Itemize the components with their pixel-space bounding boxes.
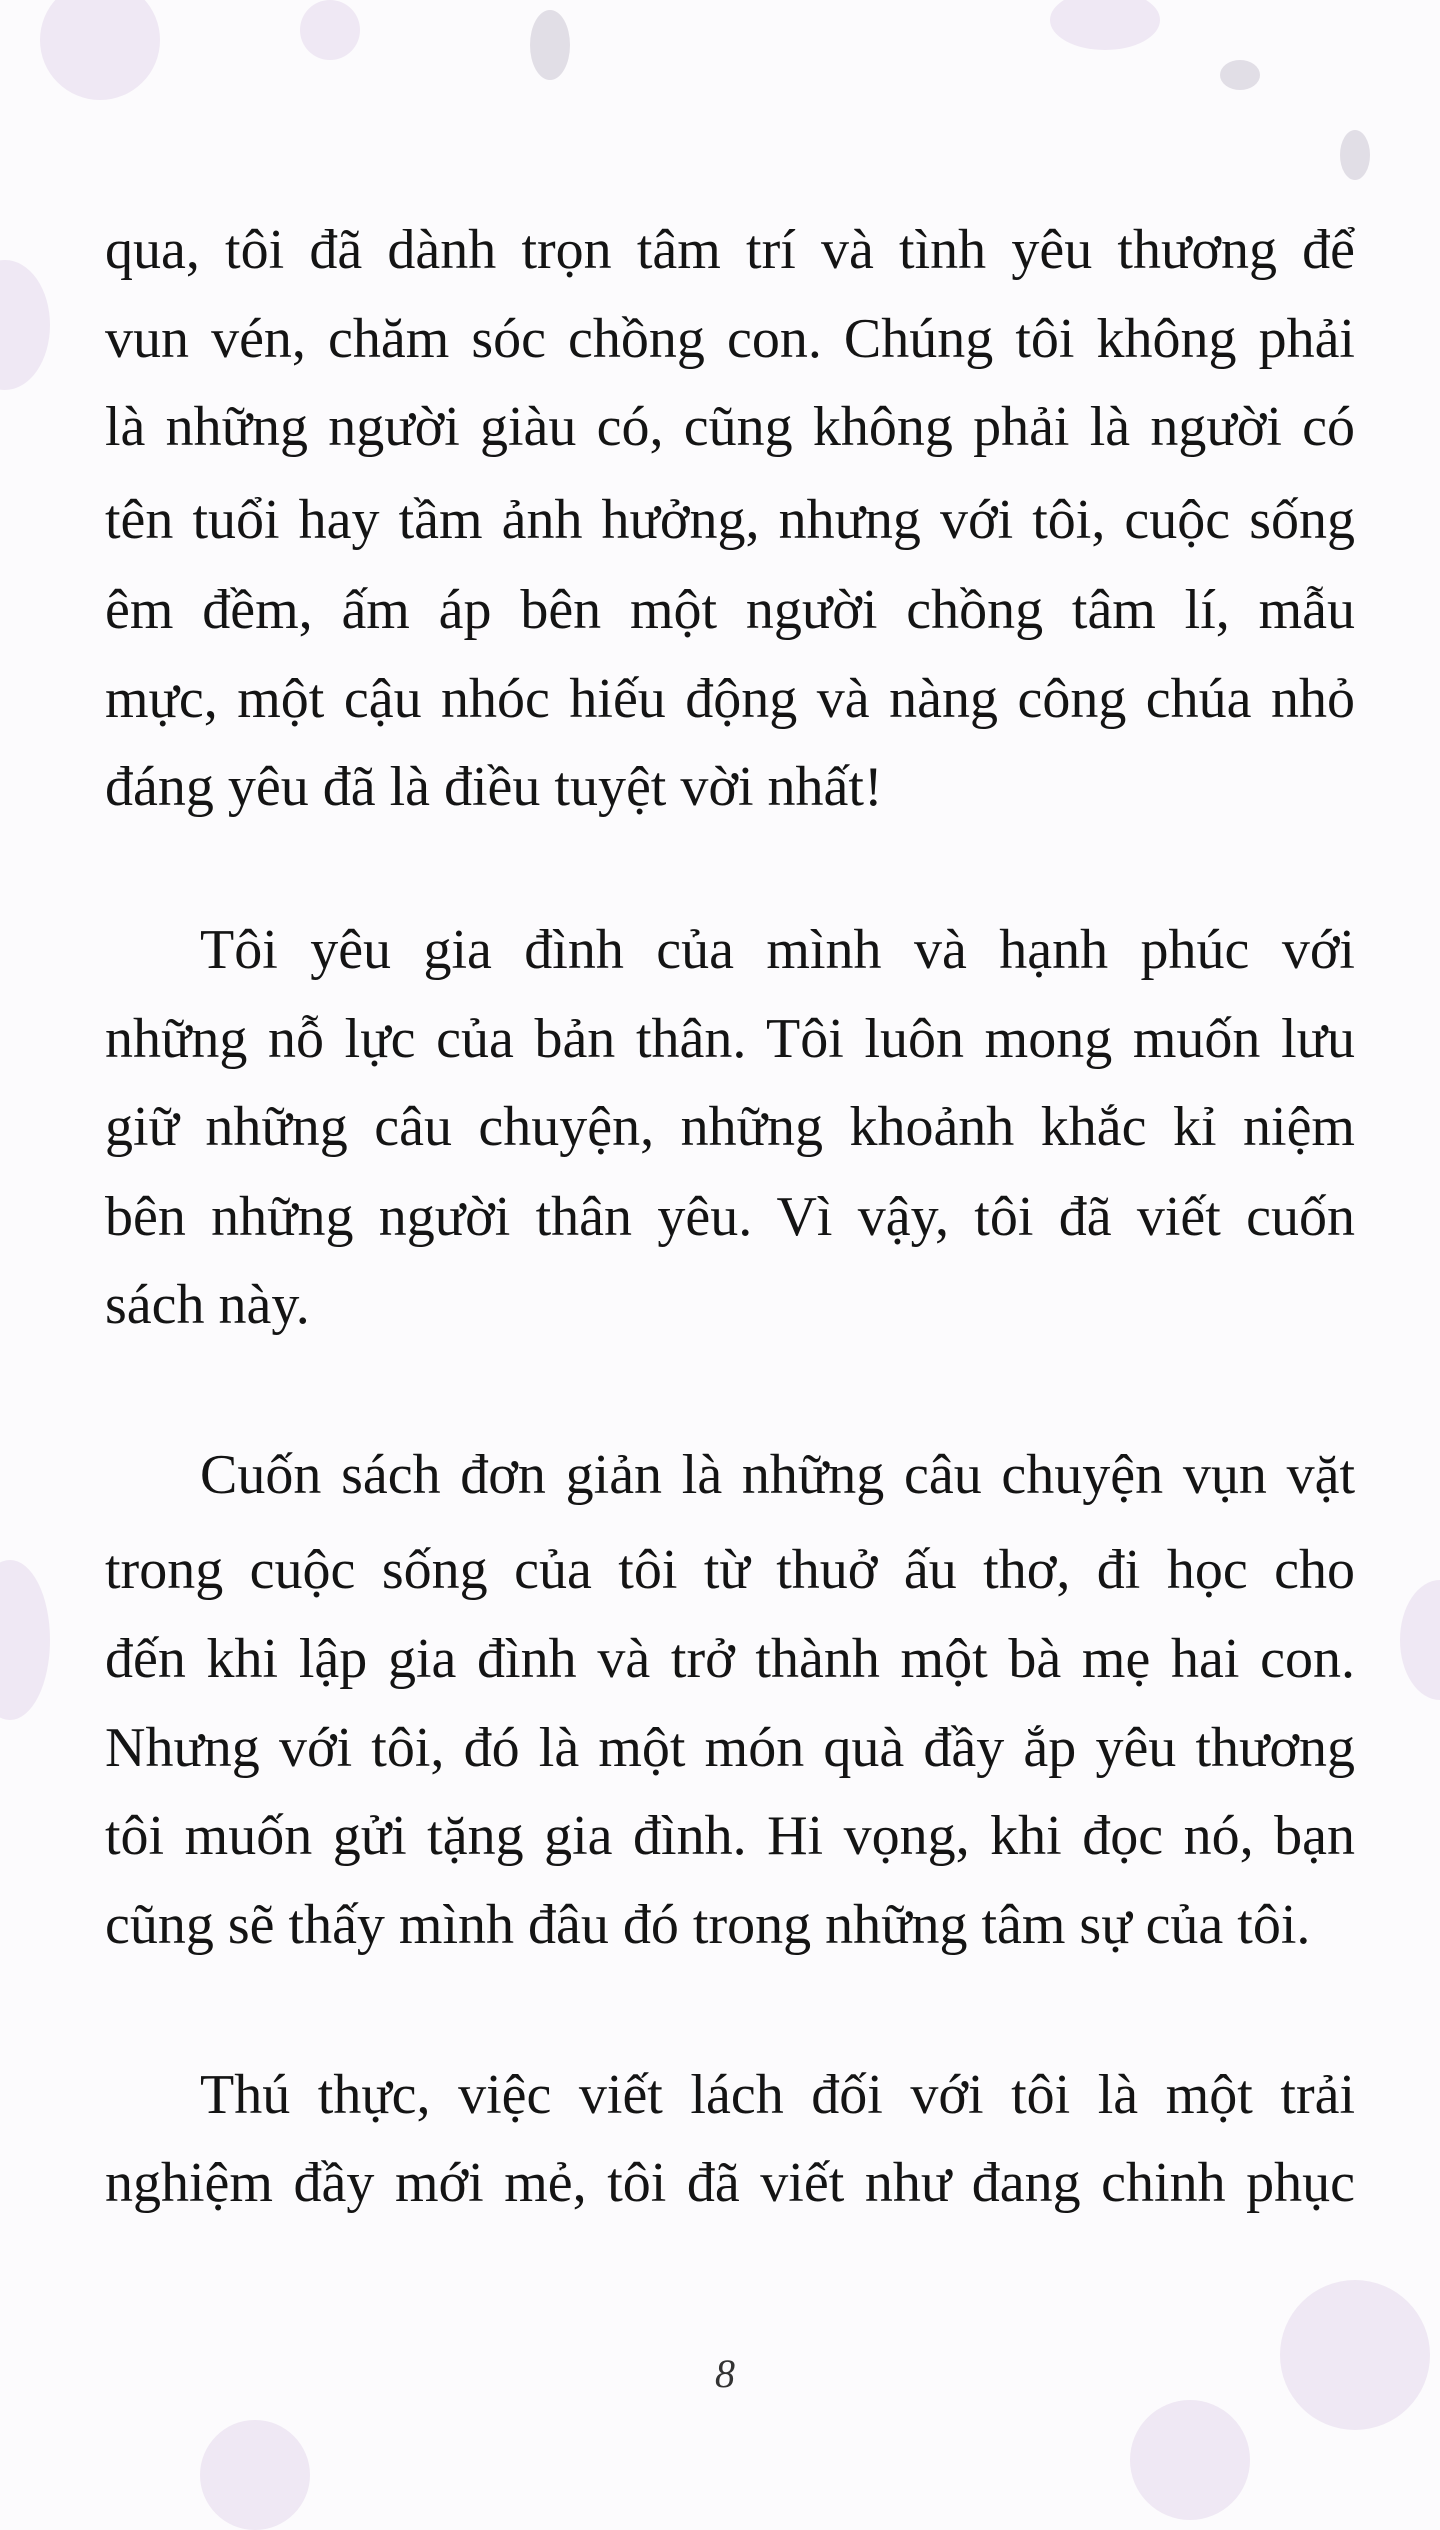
flower-decoration bbox=[1050, 0, 1160, 50]
text-line: tên tuổi hay tầm ảnh hưởng, nhưng với tôi, cuộc sống bbox=[105, 489, 1355, 551]
text-line: tôi muốn gửi tặng gia đình. Hi vọng, khi đọc nó, bạn bbox=[105, 1805, 1355, 1867]
text-line: nghiệm đầy mới mẻ, tôi đã viết như đang chinh phục bbox=[105, 2152, 1355, 2214]
text-line: mực, một cậu nhóc hiếu động và nàng công chúa nhỏ bbox=[105, 668, 1355, 730]
leaf-decoration bbox=[1220, 60, 1260, 90]
flower-decoration bbox=[1130, 2400, 1250, 2520]
text-line: Thú thực, việc viết lách đối với tôi là một trải bbox=[200, 2064, 1355, 2126]
text-line: đến khi lập gia đình và trở thành một bà mẹ hai con. bbox=[105, 1628, 1355, 1690]
text-line: là những người giàu có, cũng không phải là người có bbox=[105, 396, 1355, 458]
flower-decoration bbox=[0, 260, 50, 390]
leaf-decoration bbox=[530, 10, 570, 80]
flower-decoration bbox=[40, 0, 160, 100]
text-line: êm đềm, ấm áp bên một người chồng tâm lí, mẫu bbox=[105, 579, 1355, 641]
text-line: Tôi yêu gia đình của mình và hạnh phúc với bbox=[200, 919, 1355, 981]
flower-decoration bbox=[300, 0, 360, 60]
leaf-decoration bbox=[1340, 130, 1370, 180]
text-line: bên những người thân yêu. Vì vậy, tôi đã viết cuốn bbox=[105, 1186, 1355, 1248]
text-line: đáng yêu đã là điều tuyệt vời nhất! bbox=[105, 756, 883, 818]
text-line: cũng sẽ thấy mình đâu đó trong những tâm sự của tôi. bbox=[105, 1894, 1311, 1956]
text-line: Nhưng với tôi, đó là một món quà đầy ắp yêu thương bbox=[105, 1717, 1355, 1779]
text-line: sách này. bbox=[105, 1274, 310, 1336]
text-line: Cuốn sách đơn giản là những câu chuyện vụn vặt bbox=[200, 1444, 1355, 1506]
text-line: trong cuộc sống của tôi từ thuở ấu thơ, đi học cho bbox=[105, 1539, 1355, 1601]
flower-decoration bbox=[1400, 1580, 1440, 1700]
text-line: vun vén, chăm sóc chồng con. Chúng tôi không phải bbox=[105, 308, 1355, 370]
text-line: giữ những câu chuyện, những khoảnh khắc kỉ niệm bbox=[105, 1096, 1355, 1158]
text-line: qua, tôi đã dành trọn tâm trí và tình yêu thương để bbox=[105, 219, 1355, 281]
flower-decoration bbox=[200, 2420, 310, 2530]
flower-decoration bbox=[1280, 2280, 1430, 2430]
page-number: 8 bbox=[715, 2351, 735, 2396]
text-line: những nỗ lực của bản thân. Tôi luôn mong muốn lưu bbox=[105, 1008, 1355, 1070]
flower-decoration bbox=[0, 1560, 50, 1720]
